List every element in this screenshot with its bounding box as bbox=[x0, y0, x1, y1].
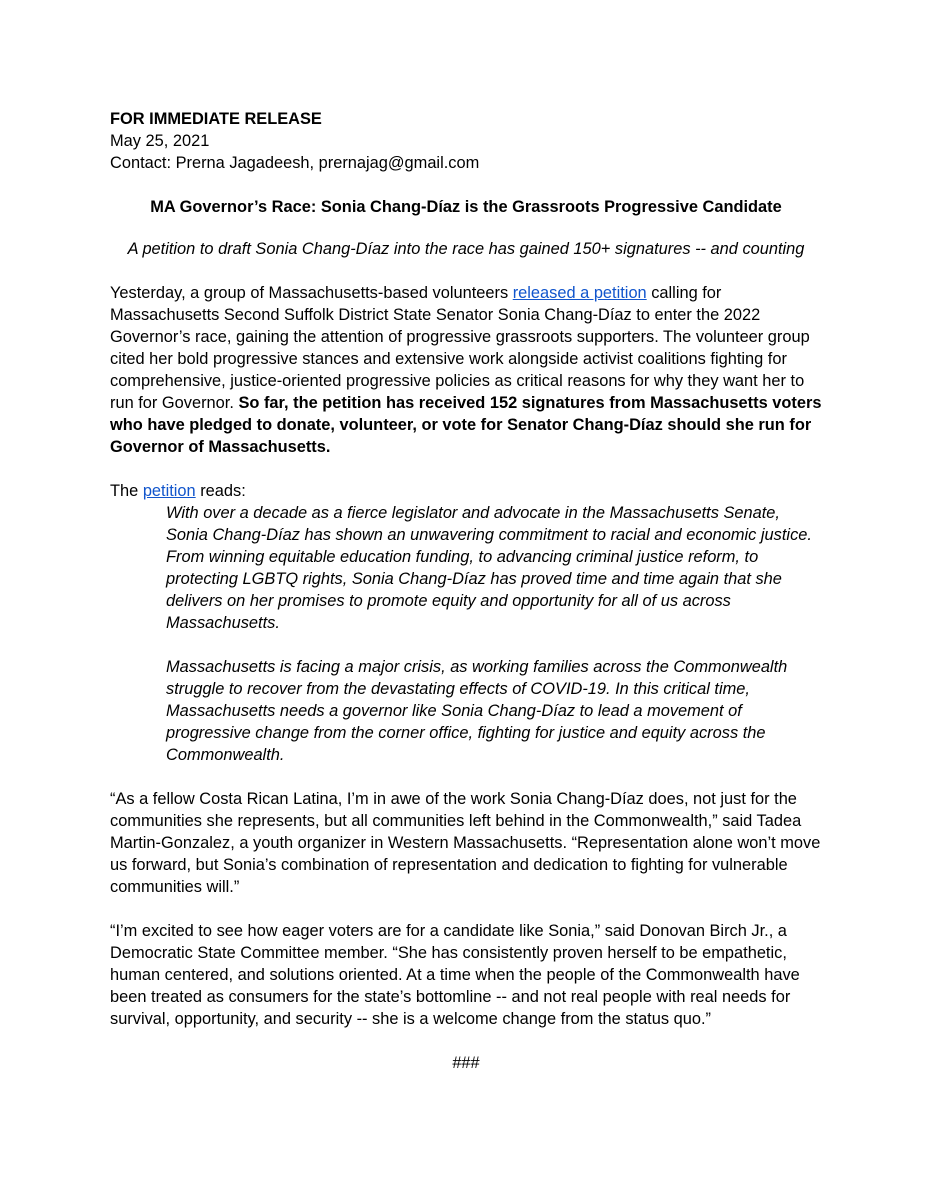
press-release bbox=[110, 108, 822, 1074]
petition-intro-text-start: The bbox=[110, 482, 143, 500]
release-label: FOR IMMEDIATE RELEASE bbox=[110, 110, 322, 128]
end-mark: ### bbox=[452, 1054, 480, 1072]
release-date: May 25, 2021 bbox=[110, 132, 210, 150]
paragraph-intro bbox=[110, 282, 822, 458]
quote-birch: “I’m excited to see how eager voters are for a candidate like Sonia,” said Donovan Birch Jr., a Democratic State Committee member. “She has consistently proven herself to be empathetic, human centered, and solutions oriented. At a time when the people of the Commonwealth have been treated as consumers for the state’s bottomline -- and not real people with real needs for survival, opportunity, and security -- she is a welcome change from the status quo.” bbox=[110, 922, 800, 1028]
petition-intro bbox=[110, 480, 822, 502]
petition-quote-paragraph: Massachusetts is facing a major crisis, as working families across the Commonwealth struggle to recover from the devastating effects of COVID-19. In this critical time, Massachusetts needs a governor like Sonia Chang-Díaz to lead a movement of progressive change from the corner office, fighting for justice and equity across the Commonwealth. bbox=[166, 658, 788, 764]
subheadline: A petition to draft Sonia Chang-Díaz into the race has gained 150+ signatures -- and counting bbox=[127, 240, 805, 258]
paragraph-intro-text-start: Yesterday, a group of Massachusetts-based volunteers bbox=[110, 284, 513, 302]
petition-quote bbox=[166, 502, 822, 766]
paragraph-intro-text-middle: calling for Massachusetts Second Suffolk District State Senator Sonia Chang-Díaz to enter the 2022 Governor’s race, gaining the attention of progressive grassroots supporters. The volunteer group cited her bold progressive stances and extensive work alongside activist coalitions fighting for comprehensive, justice-oriented progressive policies as critical reasons for why they want her to run for Governor. bbox=[110, 284, 810, 412]
petition-link[interactable]: petition bbox=[142, 482, 196, 500]
release-contact: Contact: Prerna Jagadeesh, prernajag@gmail.com bbox=[110, 154, 480, 172]
paragraph-intro-bold-text: So far, the petition has received 152 signatures from Massachusetts voters who have pledged to donate, volunteer, or vote for Senator Chang-Díaz should she run for Governor of Massachusetts. bbox=[110, 394, 822, 456]
release-header bbox=[110, 108, 822, 174]
petition-intro-text-end: reads: bbox=[195, 482, 246, 500]
quote-martin-gonzalez: “As a fellow Costa Rican Latina, I’m in awe of the work Sonia Chang-Díaz does, not just for the communities she represents, but all communities left behind in the Commonwealth,” said Tadea Martin-Gonzalez, a youth organizer in Western Massachusetts. “Representation alone won’t move us forward, but Sonia’s combination of representation and dedication to fighting for vulnerable communities will.” bbox=[110, 790, 821, 896]
petition-quote-paragraph: With over a decade as a fierce legislator and advocate in the Massachusetts Senate, Sonia Chang-Díaz has shown an unwavering commitment to racial and economic justice. From winning equitable education funding, to advancing criminal justice reform, to protecting LGBTQ rights, Sonia Chang-Díaz has proved time and time again that she delivers on her promises to promote equity and opportunity for all of us across Massachusetts. bbox=[166, 504, 812, 632]
headline: MA Governor’s Race: Sonia Chang-Díaz is the Grassroots Progressive Candidate bbox=[150, 198, 782, 216]
petition-release-link[interactable]: released a petition bbox=[512, 284, 647, 302]
